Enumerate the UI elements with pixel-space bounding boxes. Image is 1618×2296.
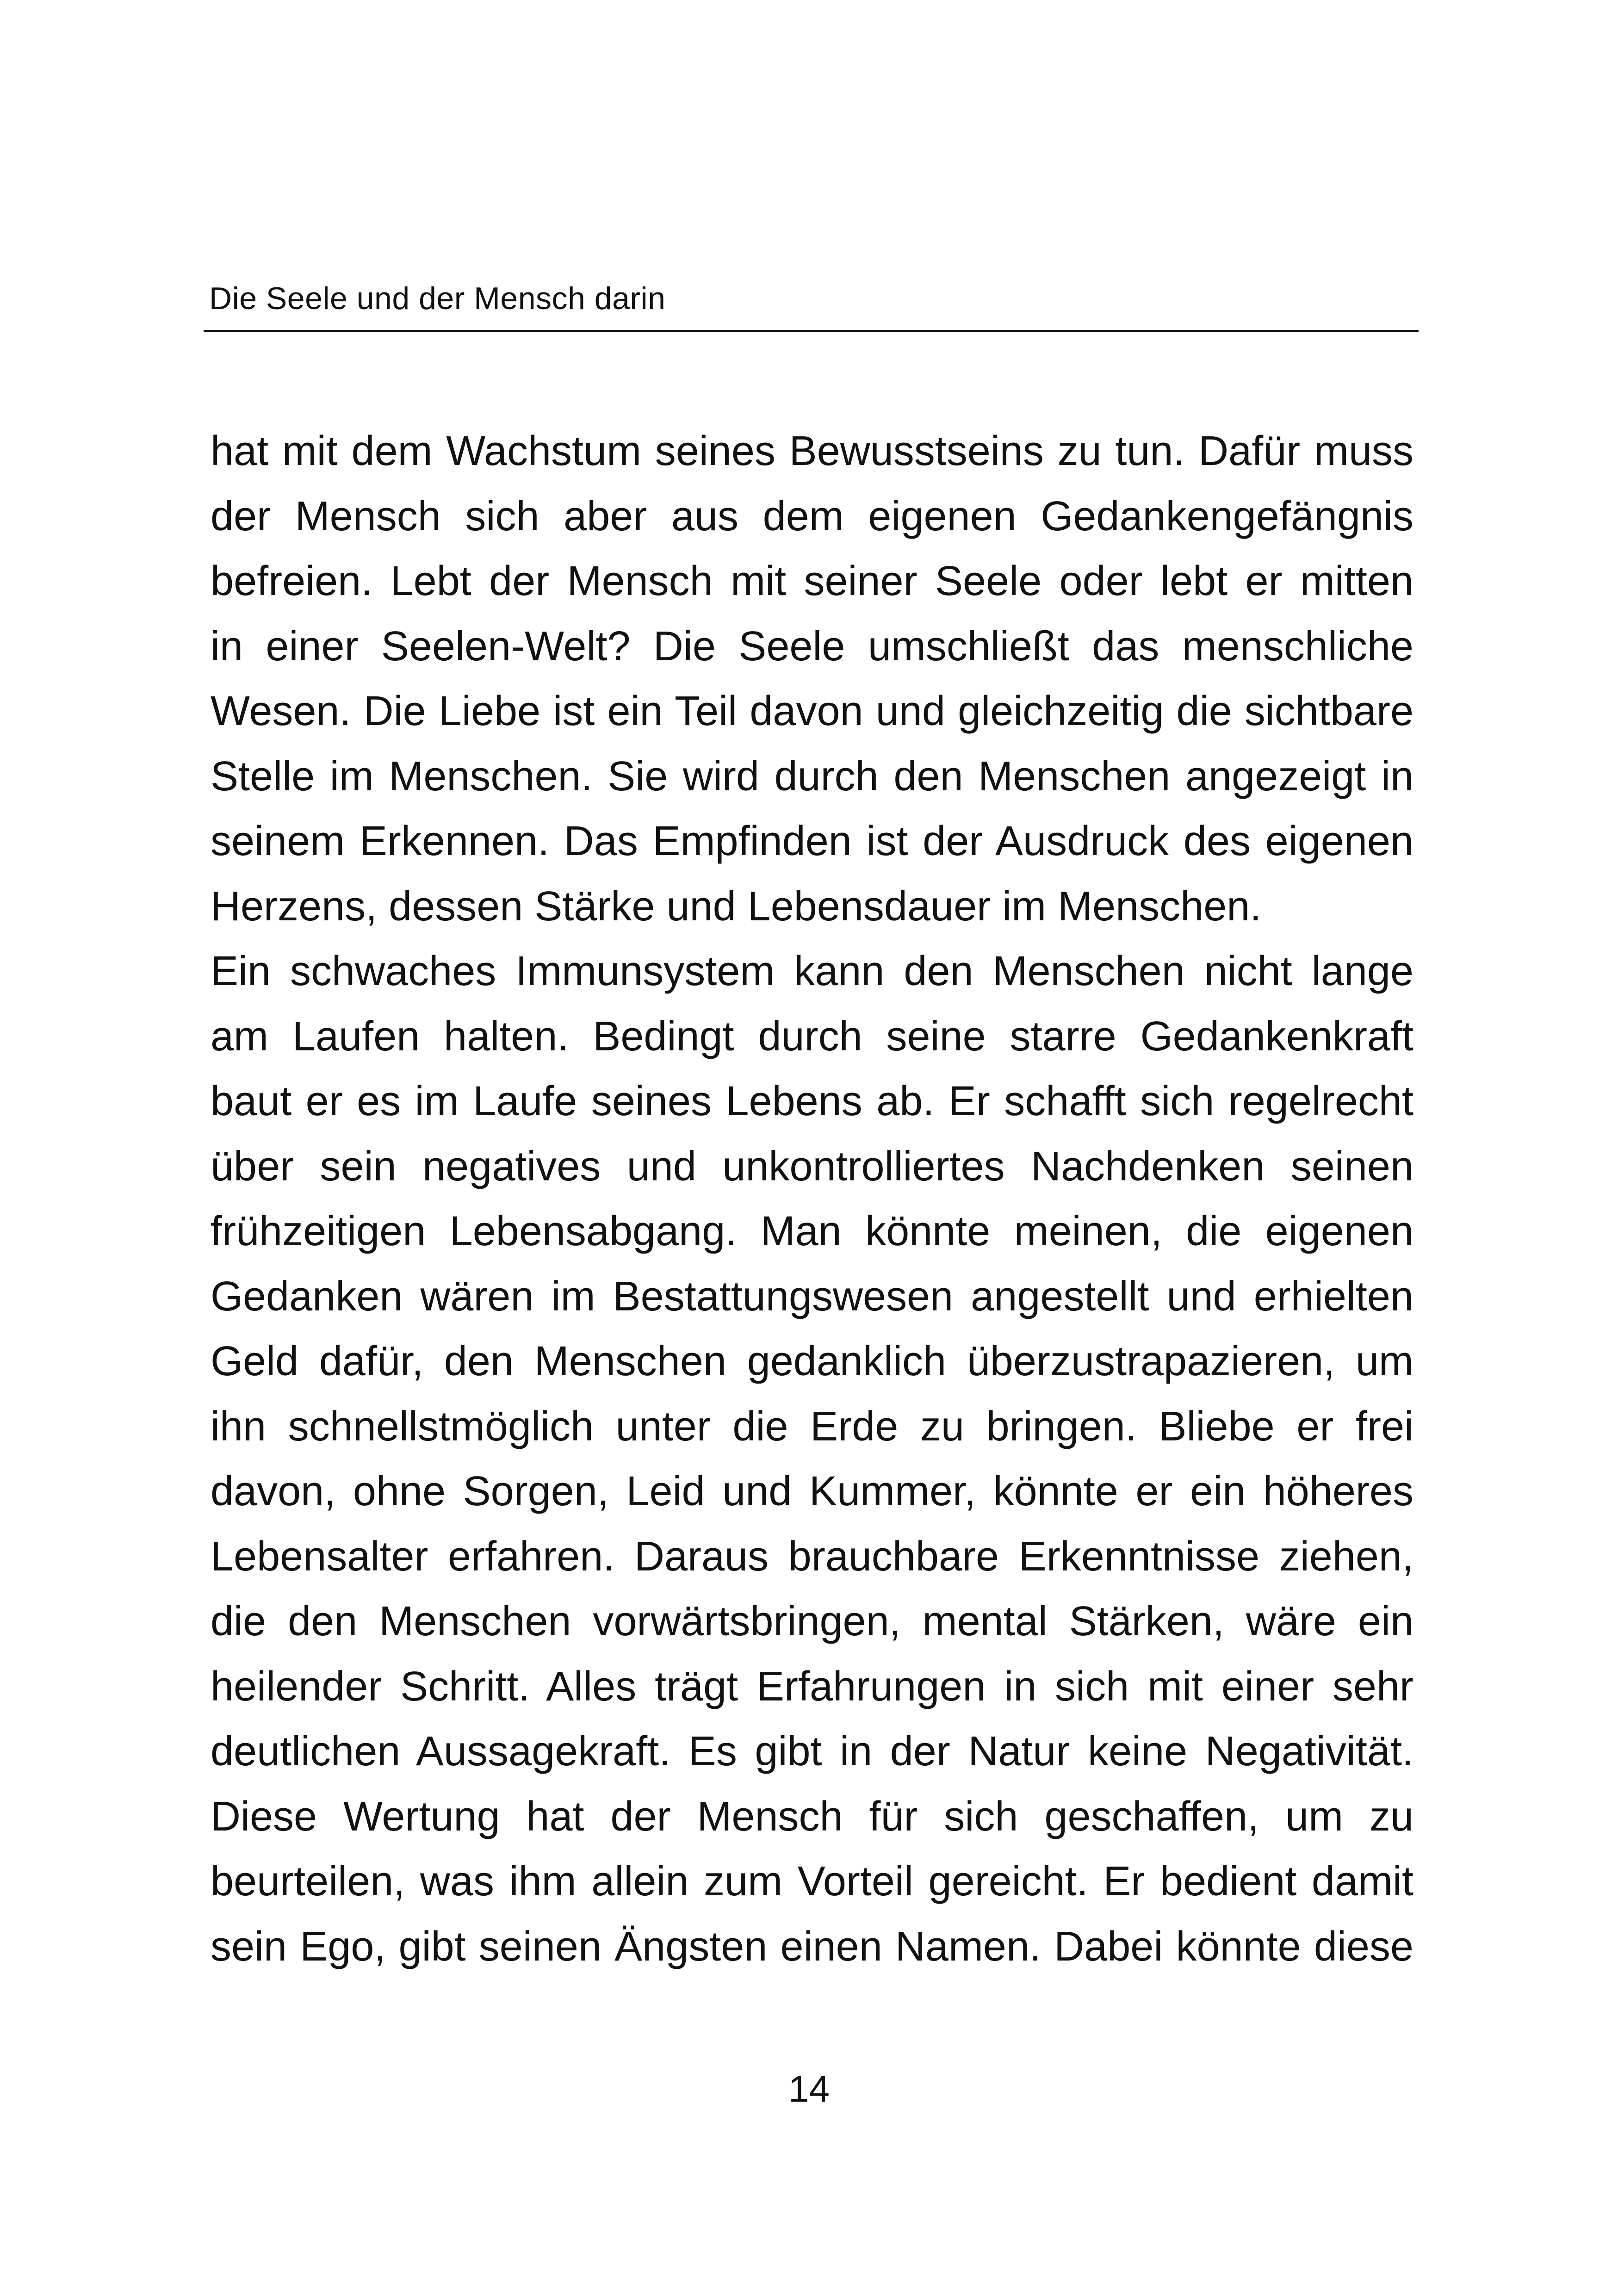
text-line: ihn schnellstmöglich unter die Erde zu bringen. Bliebe er frei: [211, 1403, 1413, 1450]
text-line: beurteilen, was ihm allein zum Vorteil gereicht. Er bedient damit: [211, 1858, 1413, 1905]
text-line: hat mit dem Wachstum seines Bewusstseins zu tun. Dafür muss: [211, 428, 1413, 474]
text-line: der Mensch sich aber aus dem eigenen Gedankengefängnis: [211, 493, 1413, 540]
text-line: deutlichen Aussagekraft. Es gibt in der Natur keine Negativität.: [211, 1728, 1413, 1775]
text-line: Gedanken wären im Bestattungswesen angestellt und erhielten: [211, 1273, 1413, 1320]
body-text: [211, 419, 1413, 1979]
text-line: baut er es im Laufe seines Lebens ab. Er schafft sich regelrecht: [211, 1078, 1413, 1124]
header-divider: [204, 330, 1419, 332]
text-line: über sein negatives und unkontrolliertes Nachdenken seinen: [211, 1143, 1413, 1190]
text-line: am Laufen halten. Bedingt durch seine starre Gedankenkraft: [211, 1013, 1413, 1060]
text-line: Stelle im Menschen. Sie wird durch den Menschen angezeigt in: [211, 753, 1413, 800]
text-line: befreien. Lebt der Mensch mit seiner Seele oder lebt er mitten: [211, 558, 1413, 604]
text-line: heilender Schritt. Alles trägt Erfahrungen in sich mit einer sehr: [211, 1663, 1413, 1710]
text-line: seinem Erkennen. Das Empfinden ist der Ausdruck des eigenen: [211, 818, 1413, 864]
text-line: in einer Seelen-Welt? Die Seele umschließt das menschliche: [211, 623, 1413, 670]
text-line: Wesen. Die Liebe ist ein Teil davon und gleichzeitig die sichtbare: [211, 688, 1413, 734]
text-line: Lebensalter erfahren. Daraus brauchbare Erkenntnisse ziehen,: [211, 1533, 1413, 1580]
running-header-title: Die Seele und der Mensch darin: [209, 281, 666, 316]
text-line: Diese Wertung hat der Mensch für sich geschaffen, um zu: [211, 1793, 1413, 1840]
text-line: davon, ohne Sorgen, Leid und Kummer, könnte er ein höheres: [211, 1468, 1413, 1514]
running-header: [209, 278, 1417, 319]
text-line: die den Menschen vorwärtsbringen, mental Stärken, wäre ein: [211, 1598, 1413, 1644]
page-number: 14: [788, 2068, 830, 2110]
text-line: Herzens, dessen Stärke und Lebensdauer im Menschen.: [211, 883, 1262, 930]
text-line: frühzeitigen Lebensabgang. Man könnte meinen, die eigenen: [211, 1208, 1413, 1254]
text-line: Geld dafür, den Menschen gedanklich überzustrapazieren, um: [211, 1338, 1413, 1384]
text-line: Ein schwaches Immunsystem kann den Menschen nicht lange: [211, 948, 1413, 994]
text-line: sein Ego, gibt seinen Ängsten einen Namen. Dabei könnte diese: [211, 1923, 1413, 1970]
